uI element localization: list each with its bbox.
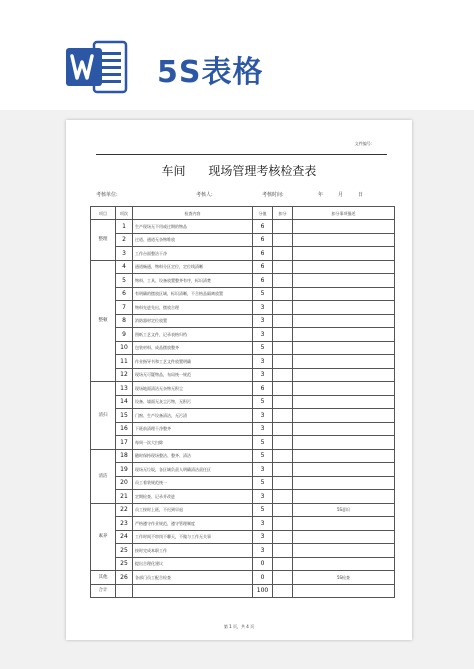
row-score: 0 (253, 571, 273, 585)
inspection-table (90, 206, 395, 598)
row-seq: 25 (116, 544, 133, 558)
table-row (91, 274, 395, 288)
row-content: 员工按时上班，不迟到早退 (133, 503, 253, 517)
row-content: 按时完成本职工作 (133, 544, 253, 558)
row-deduction-cell[interactable] (273, 301, 293, 315)
row-deduction-cell[interactable] (273, 476, 293, 490)
total-label: 合计 (91, 584, 116, 598)
row-score: 3 (253, 355, 273, 369)
row-deduction-cell[interactable] (273, 490, 293, 504)
table-row (91, 436, 395, 450)
row-record-cell[interactable] (293, 260, 395, 274)
table-row (91, 395, 395, 409)
row-record-cell[interactable] (293, 368, 395, 382)
row-deduction-cell[interactable] (273, 274, 293, 288)
row-content: 员工着装规范统一 (133, 476, 253, 490)
table-row (91, 301, 395, 315)
row-score: 3 (253, 517, 273, 531)
row-content: 门窗、生产设备清洁，无污渍 (133, 409, 253, 423)
table-row (91, 449, 395, 463)
row-content: 各部门员工配合检查 (133, 571, 253, 585)
document-page (66, 120, 412, 640)
row-record-cell[interactable]: 5S检查 (293, 571, 395, 585)
row-score: 5 (253, 395, 273, 409)
row-content: 工作台面整洁干净 (133, 247, 253, 261)
row-deduction-cell[interactable] (273, 368, 293, 382)
row-deduction-cell[interactable] (273, 247, 293, 261)
row-content: 物料、工具、设备放置整齐有序，标识清楚 (133, 274, 253, 288)
row-record-cell[interactable] (293, 463, 395, 477)
row-content: 随时保持现场整洁、整齐、清洁 (133, 449, 253, 463)
row-record-cell[interactable] (293, 287, 395, 301)
table-row (91, 463, 395, 477)
row-seq: 16 (116, 422, 133, 436)
row-deduction-cell[interactable] (273, 530, 293, 544)
row-score: 5 (253, 476, 273, 490)
row-seq: 8 (116, 314, 133, 328)
row-record-cell[interactable] (293, 490, 395, 504)
category-cell: 整理 (91, 220, 116, 261)
total-deduction-cell[interactable] (273, 584, 293, 598)
row-deduction-cell[interactable] (273, 436, 293, 450)
table-body (91, 220, 395, 598)
row-content: 现场地面清洁无杂物无积尘 (133, 382, 253, 396)
category-cell: 整顿 (91, 260, 116, 382)
header-score: 分值 (253, 207, 273, 220)
row-content: 严格遵守作业规范，遵守管理制度 (133, 517, 253, 531)
row-record-cell[interactable] (293, 355, 395, 369)
row-seq: 23 (116, 517, 133, 531)
table-row (91, 544, 395, 558)
row-deduction-cell[interactable] (273, 422, 293, 436)
row-seq: 22 (116, 503, 133, 517)
row-record-cell[interactable] (293, 382, 395, 396)
row-record-cell[interactable] (293, 301, 395, 315)
table-row (91, 490, 395, 504)
row-score: 5 (253, 341, 273, 355)
row-record-cell[interactable] (293, 422, 395, 436)
row-deduction-cell[interactable] (273, 355, 293, 369)
row-deduction-cell[interactable] (273, 395, 293, 409)
row-record-cell[interactable] (293, 517, 395, 531)
row-content: 设备、墙面无灰尘污物，无积污 (133, 395, 253, 409)
row-content: 作业指导书和工艺文件放置明确 (133, 355, 253, 369)
row-score: 3 (253, 463, 273, 477)
header-item: 项目 (91, 207, 116, 220)
row-record-cell[interactable] (293, 274, 395, 288)
row-score: 5 (253, 449, 273, 463)
row-score: 3 (253, 328, 273, 342)
row-score: 6 (253, 382, 273, 396)
row-seq: 2 (116, 233, 133, 247)
row-content: 工作时间不串岗不聊天，不做与工作无关事 (133, 530, 253, 544)
meta-unit: 考核单位: (96, 192, 118, 198)
table-row (91, 409, 395, 423)
header-deduction: 扣分 (273, 207, 293, 220)
table-row (91, 355, 395, 369)
table-row (91, 422, 395, 436)
row-content: 现场无可疑物品，布局统一规范 (133, 368, 253, 382)
meta-year: 年 (318, 192, 324, 198)
row-score: 0 (253, 557, 273, 571)
row-score: 3 (253, 530, 273, 544)
row-deduction-cell[interactable] (273, 382, 293, 396)
page-number: 第 1 页，共 4 页 (223, 624, 255, 629)
total-content-cell (133, 584, 253, 598)
table-row (91, 328, 395, 342)
row-record-cell[interactable] (293, 247, 395, 261)
row-seq: 24 (116, 530, 133, 544)
row-record-cell[interactable]: 5S意识 (293, 503, 395, 517)
row-seq: 18 (116, 449, 133, 463)
row-deduction-cell[interactable] (273, 544, 293, 558)
row-deduction-cell[interactable] (273, 463, 293, 477)
row-score: 6 (253, 274, 273, 288)
header-rule (96, 154, 387, 155)
row-content: 有明确的摆放区域，标识清晰，不合格品隔离放置 (133, 287, 253, 301)
row-deduction-cell[interactable] (273, 233, 293, 247)
row-seq: 7 (116, 301, 133, 315)
row-seq: 21 (116, 490, 133, 504)
row-deduction-cell[interactable] (273, 260, 293, 274)
banner (0, 0, 474, 110)
category-cell: 清扫 (91, 382, 116, 450)
row-seq: 26 (116, 571, 133, 585)
row-record-cell[interactable] (293, 476, 395, 490)
meta-day: 日 (358, 192, 364, 198)
row-content: 生产现场无不用或过期的物品 (133, 220, 253, 234)
table-row (91, 368, 395, 382)
row-content: 定期检查、记录并改进 (133, 490, 253, 504)
row-record-cell[interactable] (293, 544, 395, 558)
table-row (91, 314, 395, 328)
table-row (91, 476, 395, 490)
row-seq: 9 (116, 328, 133, 342)
header-record: 扣分事项描述 (293, 207, 395, 220)
row-seq: 13 (116, 382, 133, 396)
row-content: 过道、通道无杂物堆放 (133, 233, 253, 247)
table-row (91, 341, 395, 355)
total-score: 100 (253, 584, 273, 598)
row-record-cell[interactable] (293, 233, 395, 247)
row-record-cell[interactable] (293, 409, 395, 423)
row-record-cell[interactable] (293, 436, 395, 450)
row-score: 3 (253, 544, 273, 558)
row-content: 包装材料、成品摆放整齐 (133, 341, 253, 355)
row-score: 3 (253, 314, 273, 328)
row-deduction-cell[interactable] (273, 341, 293, 355)
table-header-row (91, 207, 395, 220)
row-score: 3 (253, 301, 273, 315)
row-seq: 6 (116, 287, 133, 301)
meta-month: 月 (338, 192, 344, 198)
table-row (91, 530, 395, 544)
row-score: 6 (253, 260, 273, 274)
row-seq: 11 (116, 355, 133, 369)
total-row (91, 584, 395, 598)
row-content: 每周一次大扫除 (133, 436, 253, 450)
table-row (91, 260, 395, 274)
row-deduction-cell[interactable] (273, 409, 293, 423)
row-content: 提出合理化建议 (133, 557, 253, 571)
row-record-cell[interactable] (293, 220, 395, 234)
row-score: 6 (253, 233, 273, 247)
category-cell: 清洁 (91, 449, 116, 503)
row-seq: 3 (116, 247, 133, 261)
table-row (91, 517, 395, 531)
row-deduction-cell[interactable] (273, 287, 293, 301)
row-score: 3 (253, 422, 273, 436)
table-row (91, 233, 395, 247)
word-logo-icon (66, 38, 128, 96)
row-deduction-cell[interactable] (273, 220, 293, 234)
row-record-cell[interactable] (293, 395, 395, 409)
row-record-cell[interactable] (293, 341, 395, 355)
row-seq: 17 (116, 436, 133, 450)
row-seq: 1 (116, 220, 133, 234)
row-seq: 20 (116, 476, 133, 490)
file-number-label: 文件编号: (354, 141, 372, 146)
table-row (91, 571, 395, 585)
row-deduction-cell[interactable] (273, 571, 293, 585)
header-content: 检查内容 (133, 207, 253, 220)
category-cell: 素养 (91, 503, 116, 571)
row-content: 通道畅通，物料分区定位，定位线清晰 (133, 260, 253, 274)
table-row (91, 503, 395, 517)
table-row (91, 220, 395, 234)
row-seq: 12 (116, 368, 133, 382)
row-record-cell[interactable] (293, 557, 395, 571)
row-score: 6 (253, 220, 273, 234)
row-content: 下班前清理干净整齐 (133, 422, 253, 436)
row-seq: 5 (116, 274, 133, 288)
row-seq: 19 (116, 463, 133, 477)
row-record-cell[interactable] (293, 449, 395, 463)
table-row (91, 557, 395, 571)
category-cell: 其他 (91, 571, 116, 585)
row-record-cell[interactable] (293, 328, 395, 342)
row-deduction-cell[interactable] (273, 503, 293, 517)
row-seq: 15 (116, 409, 133, 423)
banner-title: 5S表格 (157, 55, 264, 90)
row-content: 消防器材定位放置 (133, 314, 253, 328)
row-deduction-cell[interactable] (273, 557, 293, 571)
row-score: 5 (253, 436, 273, 450)
row-score: 3 (253, 409, 273, 423)
row-record-cell[interactable] (293, 314, 395, 328)
row-seq: 25 (116, 557, 133, 571)
row-seq: 4 (116, 260, 133, 274)
header-seq: 项次 (116, 207, 133, 220)
row-score: 6 (253, 247, 273, 261)
table-row (91, 382, 395, 396)
total-seq-cell (116, 584, 133, 598)
table-row (91, 287, 395, 301)
meta-person: 考核人: (196, 192, 213, 198)
row-score: 3 (253, 368, 273, 382)
row-deduction-cell[interactable] (273, 517, 293, 531)
row-deduction-cell[interactable] (273, 449, 293, 463)
row-content: 物料先进先出，摆放合理 (133, 301, 253, 315)
row-score: 3 (253, 490, 273, 504)
row-seq: 10 (116, 341, 133, 355)
row-deduction-cell[interactable] (273, 328, 293, 342)
row-seq: 14 (116, 395, 133, 409)
total-record-cell[interactable] (293, 584, 395, 598)
row-deduction-cell[interactable] (273, 314, 293, 328)
row-score: 5 (253, 503, 273, 517)
meta-time: 考核时间: (262, 192, 284, 198)
table-row (91, 247, 395, 261)
row-score: 5 (253, 287, 273, 301)
row-record-cell[interactable] (293, 530, 395, 544)
row-content: 现场无垃圾，各区域负责人明确清洁责任区 (133, 463, 253, 477)
document-title: 车间 现场管理考核检查表 (161, 164, 317, 178)
row-content: 图纸工艺文件，记录表格归档 (133, 328, 253, 342)
